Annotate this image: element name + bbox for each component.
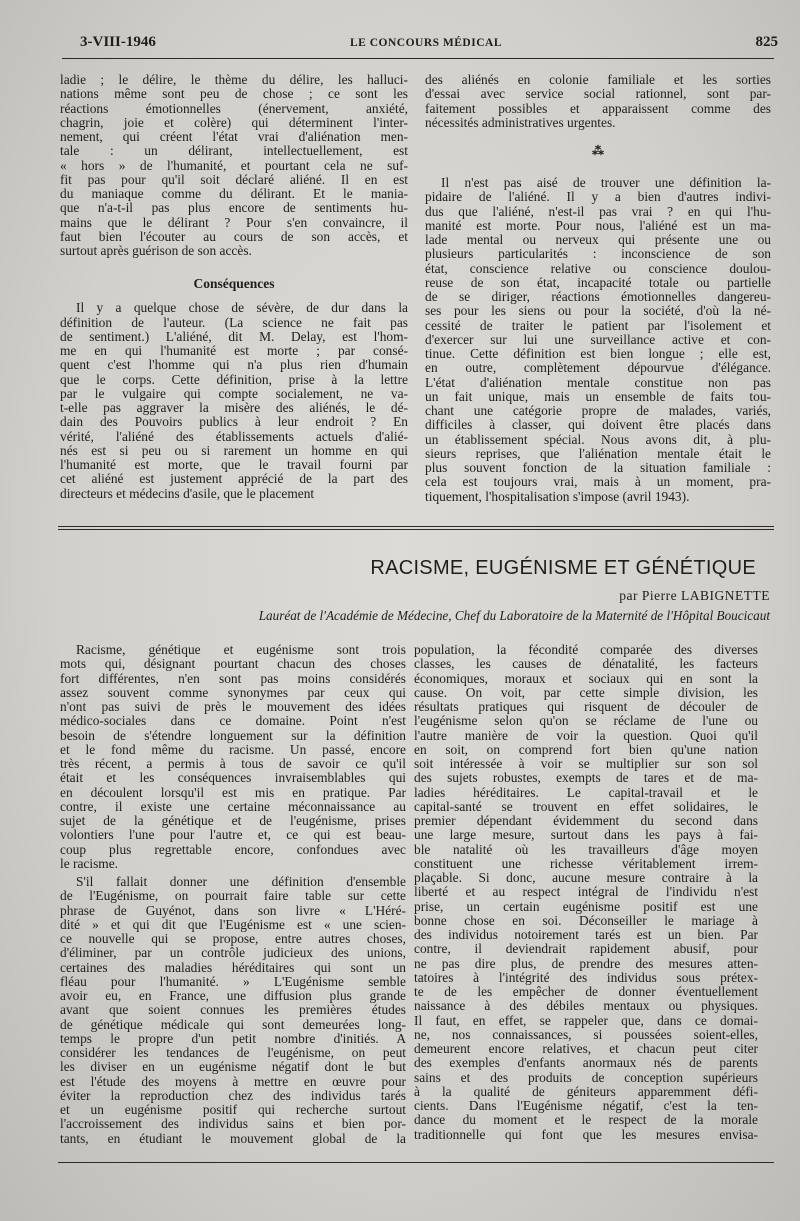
text-line: bonne chose en soi. Déconseiller le mariage à: [414, 912, 758, 928]
text-line: en découlent lorsqu'il est mis en pratique. Par: [60, 784, 406, 800]
text-line: ble natalité où les travailleurs d'âge moyen: [414, 841, 758, 857]
text-line: que n'a-t-il pas plus encore de sentiments hu-: [60, 200, 408, 216]
text-line: contre, il existe une certaine méconnaissance au: [60, 798, 406, 814]
text-line: résultats pratiques qui risquent de découler de: [414, 699, 758, 714]
text-line: l'eugénisme selon qu'on se réclame de l'une ou: [414, 713, 758, 729]
text-line: réactions émotionnelles (énervement, anxiété,: [60, 100, 408, 116]
text-line: cause. On voit, par cette simple division, les: [414, 684, 758, 700]
text-line: traditionnelle qui font que les mesures envisa-: [414, 1126, 758, 1142]
top-right-column: [425, 73, 771, 504]
text-line: assez souvent comme synonymes par ceux qui: [60, 684, 406, 700]
text-line: plusieurs particularités : inconscience de son: [425, 246, 771, 262]
text-line: de génétique médicale qui sont demeurées long-: [60, 1016, 406, 1032]
text-line: médico-sociales dans ce domaine. Point n'est: [60, 713, 406, 729]
text-line: et le fond même du racisme. Un passé, encore: [60, 741, 406, 757]
journal-title: LE CONCOURS MÉDICAL: [350, 37, 502, 49]
text-line: n'ont pas suivi de près le mouvement des idées: [60, 699, 406, 714]
text-line: très récent, a permis à tous de savoir ce qu'il: [60, 756, 406, 771]
text-line: un établissement spécial. Nous avons dit, à plu-: [425, 431, 771, 447]
text-line: l'accroissement des individus sains et bien por-: [60, 1116, 406, 1132]
text-line: Il faut, en effet, se rappeler que, dans ce domai-: [414, 1012, 758, 1028]
text-line: cessité de traiter le patient par l'isolement et: [425, 317, 771, 333]
text-line: définition de l'auteur. (La science ne fait pas: [60, 314, 408, 330]
text-line: dus que l'aliéné, n'est-il pas vrai ? en qui l'hu-: [425, 203, 771, 219]
paragraph: [60, 301, 408, 501]
text-line: temps le propre d'un petit nombre d'initiés. A: [60, 1030, 406, 1046]
text-line: L'état d'aliénation mentale constitue non pas: [425, 374, 771, 390]
text-line: S'il fallait donner une définition d'ensemble: [76, 874, 406, 889]
text-line: demeurent encore relatives, et chacun peut citer: [414, 1041, 758, 1056]
text-line: tants, en étudiant le mouvement global de la: [60, 1130, 406, 1146]
text-line: sujet de la génétique et de l'eugénisme, prises: [60, 813, 406, 828]
text-line: des sujets robustes, exempts de tares et de ma-: [414, 770, 758, 786]
text-line: ce nouvelle qui se propose, entre autres choses,: [60, 931, 406, 946]
text-line: en soit, on comprend fort bien qu'une nation: [414, 741, 758, 757]
text-line: état, conscience relative ou conscience doulou-: [425, 260, 771, 276]
text-line: sains et des produits de conception supérieurs: [414, 1069, 758, 1085]
bottom-left-column: [60, 643, 406, 1146]
author-affiliation: Lauréat de l'Académie de Médecine, Chef du Laboratoire de la Maternité de l'Hôpital Boucicaut: [258, 608, 770, 623]
section-subheading: Conséquences: [193, 276, 275, 292]
text-line: était et les conséquences invraisemblables qui: [60, 770, 406, 786]
text-line: de se diriger, réactions émotionnelles dangereu-: [425, 289, 771, 304]
text-line: Racisme, génétique et eugénisme sont trois: [76, 642, 406, 657]
text-line: de l'Eugénisme, on pourrait faire table sur cette: [60, 888, 406, 904]
text-line: te de les empêcher de donner éventuellement: [414, 984, 758, 999]
text-line: d'éliminer, par un contrôle judicieux des unions,: [60, 945, 406, 961]
text-line: éviter la reproduction chez des individus tarés: [60, 1087, 406, 1103]
text-line: « hors » de l'humanité, et pourtant cela ne suf-: [60, 157, 408, 173]
text-line: faut bien l'écouter au cours de son accès, et: [60, 228, 408, 244]
text-line: des aliénés en colonie familiale et les sorties: [425, 72, 771, 87]
text-line: plus souvent fonction de la situation familiale :: [425, 460, 771, 475]
text-line: dance du moment et le respect de la morale: [414, 1112, 758, 1128]
running-header: [80, 34, 780, 54]
text-line: chagrin, joie et colère) qui déterminent l'inter-: [60, 114, 408, 130]
text-line: le racisme.: [60, 855, 118, 871]
text-line: mains que le délirant ? Pour s'en convaincre, il: [60, 214, 408, 230]
text-line: volontiers l'une pour l'autre et, ce qui est beau-: [60, 827, 406, 843]
text-line: tatoires à l'intégrité des individus sous prétex-: [414, 969, 758, 985]
section-rule: [58, 526, 774, 527]
text-line: nés est si peu ou si rarement un homme en qui: [60, 442, 408, 458]
paragraph: [60, 875, 406, 1146]
paragraph: [414, 643, 758, 1142]
text-line: plaçable. Si donc, aucune mesure contraire à la: [414, 870, 758, 885]
text-line: par le vulgaire qui compte socialement, ne va-: [60, 385, 408, 401]
text-line: lade mental ou nerveux qui présente une ou: [425, 232, 771, 247]
text-line: besoin de s'étendre longuement sur la définition: [60, 727, 406, 743]
top-left-column: [60, 73, 408, 501]
text-line: du maniaque comme du délirant. Et le mania-: [60, 186, 408, 201]
text-line: à la qualité de géniteurs apparemment défi-: [414, 1083, 758, 1099]
text-line: capital-santé se trouvent en effet solidaires, le: [414, 798, 758, 814]
text-line: les diviser en un eugénisme négatif dont le but: [60, 1059, 406, 1075]
text-line: premier dépendant évidemment du second dans: [414, 813, 758, 828]
text-line: en outre, complètement dépourvue d'élégance.: [425, 360, 771, 376]
text-line: nations même sont peu de chose ; ce sont les: [60, 86, 408, 102]
text-line: considérer les tendances de l'eugénisme, on peut: [60, 1045, 406, 1060]
text-line: dité » et qui dit que l'Eugénisme est « une scien-: [60, 916, 406, 932]
text-line: économiques, moraux et sociaux qui en sont la: [414, 670, 758, 686]
footer-rule: [58, 1162, 774, 1163]
text-line: un fait unique, mais un ensemble de faits tou-: [425, 388, 771, 404]
text-line: que le corps. Cette définition, prise à la lettre: [60, 371, 408, 387]
text-line: tiquement, l'hospitalisation s'impose (avril 1943).: [425, 488, 690, 504]
text-line: classes, les causes de dénatalité, les facteurs: [414, 656, 758, 672]
text-line: naissance à des débiles mentaux ou physiques.: [414, 998, 758, 1014]
text-line: fléau pour l'humanité. » L'Eugénisme semble: [60, 973, 406, 989]
text-line: cients. Dans l'Eugénisme négatif, c'est la ten-: [414, 1098, 758, 1113]
text-line: Il n'est pas aisé de trouver une définition la-: [441, 175, 771, 190]
text-line: mots qui, désignant pourtant chacun des choses: [60, 656, 406, 672]
text-line: soit intéressée à voir se multiplier sur son sol: [414, 756, 758, 771]
text-line: tale : un délirant, intellectuellement, est: [60, 143, 408, 159]
bottom-right-column: [414, 643, 758, 1142]
text-line: sieurs reprises, que l'aliénation mentale était le: [425, 445, 771, 461]
text-line: tinue. Cette définition est bien longue ; elle est,: [425, 346, 771, 361]
text-line: ne pas dire plus, de prendre des mesures atten-: [414, 955, 758, 971]
section-rule: [58, 529, 774, 530]
text-line: t-elle pas aggraver la misère des aliénés, le dé-: [60, 400, 408, 415]
text-line: nécessités administratives urgentes.: [425, 114, 616, 130]
text-line: reuse de son état, incapacité totale ou partielle: [425, 274, 771, 290]
text-line: avant que soient connues les premières études: [60, 1002, 406, 1018]
text-line: certaines des maladies héréditaires qui sont un: [60, 959, 406, 975]
paragraph: [425, 73, 771, 130]
text-line: constituent une richesse véritablement irrem-: [414, 855, 758, 871]
text-line: et un eugénisme positif qui recherche surtout: [60, 1102, 406, 1117]
text-line: coup plus regrettable encore, confondues avec: [60, 841, 406, 857]
text-line: d'exercer sur lui une surveillance active et con-: [425, 331, 771, 347]
text-line: des exemples d'enfants anormaux nés de parents: [414, 1055, 758, 1071]
text-line: Il y a quelque chose de sévère, de dur dans la: [76, 300, 408, 316]
issue-date: 3-VIII-1946: [80, 34, 156, 50]
text-line: dain des Pouvoirs publics à leur endroit ? En: [60, 414, 408, 430]
text-line: faitement possibles et apparaissent comme des: [425, 100, 771, 116]
article-title: RACISME, EUGÉNISME ET GÉNÉTIQUE: [370, 557, 756, 579]
text-line: manité est morte. Pour nous, l'aliéné est un ma-: [425, 217, 771, 233]
text-line: ladies héréditaires. Le capital-travail et le: [414, 784, 758, 800]
paragraph: [60, 73, 408, 258]
text-line: des individus notoirement tarés est un bien. Par: [414, 927, 758, 942]
text-line: ses pour les siens ou pour la société, d'où la né-: [425, 303, 771, 319]
text-line: contre, il deviendrait rapidement abusif, pour: [414, 941, 758, 957]
text-line: fit pas pour qu'il soit déclaré aliéné. Il en est: [60, 171, 408, 187]
text-line: ladie ; le délire, le thème du délire, les halluci-: [60, 72, 408, 87]
text-line: surtout après guérison de son accès.: [60, 243, 252, 258]
article-author: par Pierre LABIGNETTE: [619, 588, 770, 603]
text-line: ne, nos connaissances, si poussées soient-elles,: [414, 1026, 758, 1042]
text-line: nement, qui créent l'état vrai d'aliénation men-: [60, 129, 408, 144]
text-line: avoir eu, en France, une diffusion plus grande: [60, 988, 406, 1003]
text-line: population, la fécondité comparée des diverses: [414, 642, 758, 657]
text-line: cet aliéné est justement apprécié de la part des: [60, 471, 408, 487]
text-line: directeurs et médecins d'asile, que le placement: [60, 485, 315, 501]
text-line: fort différentes, n'en sont pas moins considérés: [60, 670, 406, 686]
text-line: de sentiment.) L'aliéné, dit M. Delay, est l'hom-: [60, 328, 408, 344]
text-line: difficiles à classer, qui doivent être placés dans: [425, 417, 771, 433]
text-line: quent c'est l'homme qui n'a plus rien d'humain: [60, 357, 408, 373]
paragraph: [425, 176, 771, 504]
text-line: l'humanité est morte, que le travail fourni par: [60, 457, 408, 472]
text-line: pidaire de l'aliéné. Il y a bien d'autres indivi-: [425, 189, 771, 205]
text-line: une large mesure, surtout dans les pays à fai-: [414, 827, 758, 843]
text-line: chant une catégorie propre de malades, variés,: [425, 403, 771, 418]
text-line: d'essai avec service social rationnel, sont par-: [425, 86, 771, 102]
asterism-divider: ⁂: [592, 144, 604, 158]
text-line: vérité, l'aliéné des établissements actuels d'alié-: [60, 428, 408, 444]
page-number: 825: [755, 34, 778, 50]
paragraph: [60, 643, 406, 871]
text-line: phrase de Guyénot, dans son livre « L'Héré-: [60, 902, 406, 918]
header-rule: [62, 58, 774, 59]
text-line: est l'étude des moyens à mettre en œuvre pour: [60, 1073, 406, 1089]
text-line: me en qui l'humanité est morte ; par consé-: [60, 343, 408, 358]
text-line: liberté et au respect intégral de l'individu n'est: [414, 884, 758, 900]
text-line: l'autre manière de voir la question. Quoi qu'il: [414, 727, 758, 743]
text-line: cela est toujours vrai, mais à un moment, pra-: [425, 474, 771, 490]
text-line: prise, un certain eugénisme positif est une: [414, 898, 758, 914]
